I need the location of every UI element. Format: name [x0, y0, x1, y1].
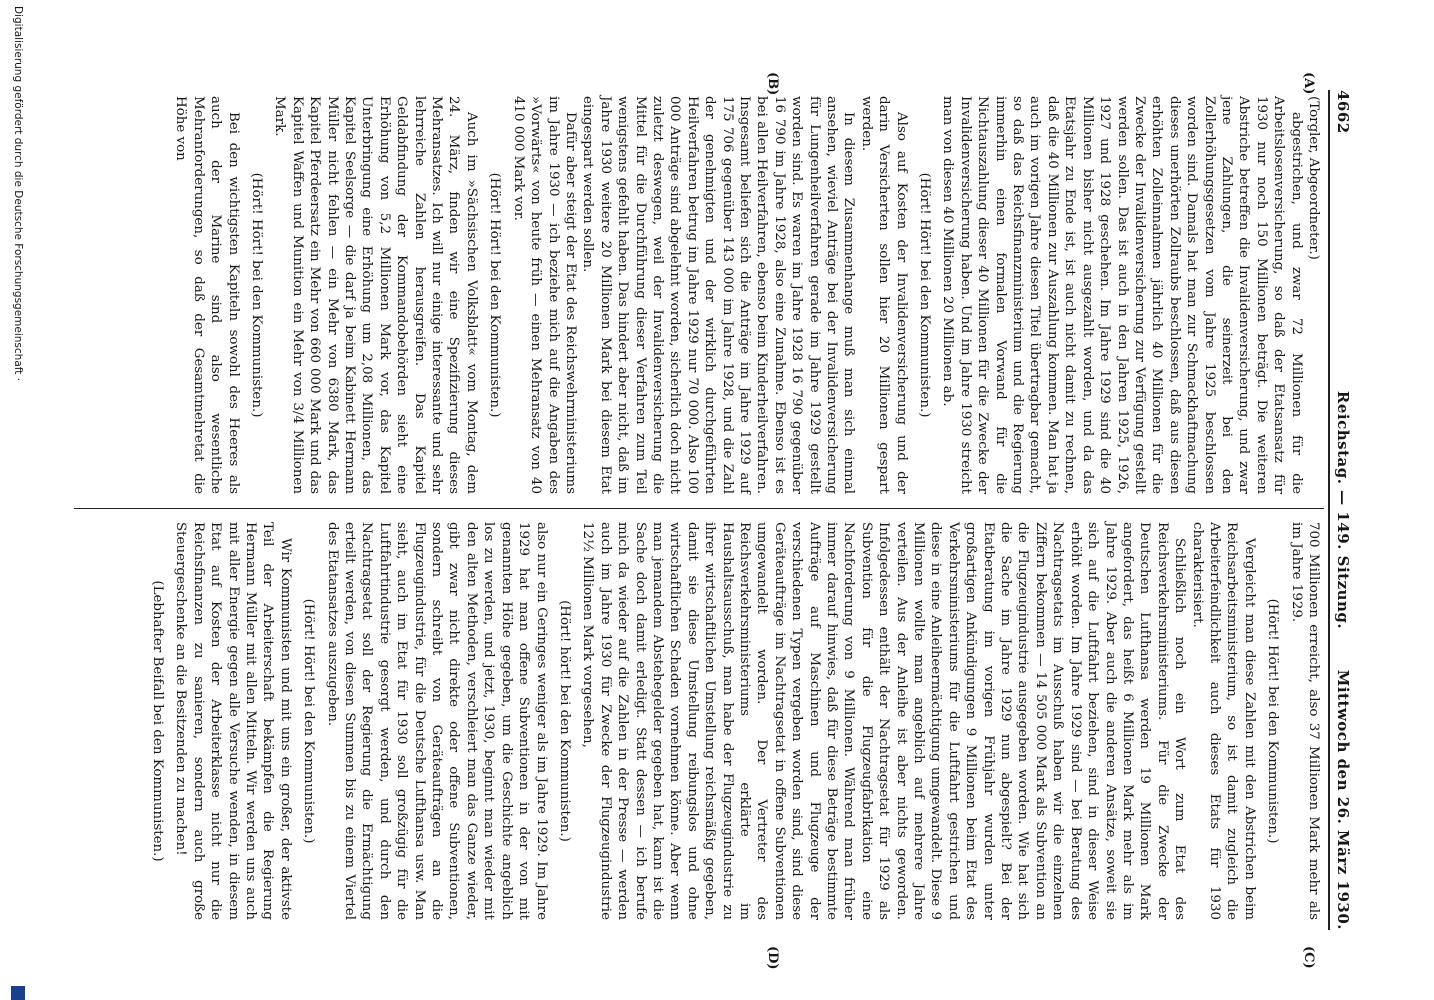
- paragraph: Wir Kommunisten und mit uns ein großer, der aktivste Teil der Arbeiterschaft bekämpfen die Regierung Hermann Müller mit allen Mitteln. Wir werden uns auch mit aller Energie gegen alle Versuche wenden, in diesem Etat auf Kosten der Arbeiterklasse nicht nur die Reichsfinanzen zu sanieren, sondern auch große Steuergeschenke an die Besitzenden zu machen!: [173, 522, 293, 920]
- right-column: [143, 522, 1322, 920]
- interjection: (Hört! Hört! bei den Kommunisten.): [487, 172, 503, 418]
- session-title: Reichstag. — 149. Sitzung.: [1334, 390, 1352, 630]
- paragraph: Dafür aber steigt der Etat des Reichswehrministeriums im Jahre 1930 — ich beziehe mich auf die Angaben des »Vorwärts« von heute früh — einen Mehransatz von 40 410 000 Mark vor.: [510, 96, 578, 494]
- paragraph: Vergleicht man diese Zahlen mit den Abstrichen beim Reichsarbeitsministerium, so ist damit zugleich die Arbeiterfeindlichkeit auch dieses Etats für 1930 charakterisiert.: [1189, 522, 1257, 920]
- dfg-logo-icon: [11, 986, 25, 1000]
- session-date: Mittwoch den 26. März 1930.: [1334, 669, 1352, 930]
- speaker-label: (Torgler, Abgeordneter.): [1306, 96, 1321, 260]
- interjection: (Lebhafter Beifall bei den Kommunisten.): [150, 580, 165, 862]
- paragraph: also nur ein Geringes weniger als im Jahre 1929. Im Jahre 1929 hat man offene Subventionen in der von mit genannten Höhe gegeben, um die Geschichte angeblich los zu werden, und jetzt, 1930, beginnt man wieder mit den alten Methoden, verschleiert man das Ganze wieder, gibt zwar nicht direkte oder offene Subventionen, sondern schreibt von Geräteaufträgen an die Flugzeugindustrie, für die Deutsche Lufthansa usw. Man sieht, auch im Etat für 1930 soll großzügig für die Luftfahrtindustrie gesorgt werden, und durch den Nachtragsetat soll der Regierung die Ermächtigung erteilt werden, von diesen Summen bis zu einem Viertel des Etatansatzes auszugeben.: [324, 522, 549, 920]
- paragraph: Bei den wichtigsten Kapiteln sowohl des Heeres als auch der Marine sind also wesentliche Mehranforderungen, so daß der Gesamtmehretat die Höhe von: [173, 96, 241, 494]
- digitization-credit: [6, 0, 28, 1000]
- column-divider: [74, 508, 1324, 509]
- left-column: [172, 96, 1322, 494]
- margin-marker-d: (D): [765, 946, 780, 970]
- interjection: (Hört! hört! bei den Kommunisten.): [556, 600, 572, 842]
- interjection: (Hört! Hört! bei den Kommunisten.): [1265, 598, 1281, 844]
- margin-marker-b: (B): [765, 72, 780, 96]
- paragraph: 700 Millionen erreicht, also 37 Millionen Mark mehr als im Jahre 1929.: [1288, 522, 1321, 920]
- page-number: 4662: [1334, 90, 1352, 134]
- paragraph: In diesem Zusammenhange muß man sich einmal ansehen, wieviel Anträge bei der Invalidenversicherung für Lungenheilverfahren gerade im Jahre 1929 gestellt worden sind. Es waren im Jahre 1928 16 790 gegenüber 16 790 im Jahre 1928, also eine Zunahme. Ebenso ist es bei allen Heilverfahren, ebenso beim Kinderheilverfahren. Insgesamt beliefen sich die Anträge im Jahre 1929 auf 175 706 gegenüber 143 000 im Jahre 1928, und die Zahl der genehmigten und der wirklich durchgeführten Heilverfahren betrug im Jahre 1929 nur 70 000. Also 100 000 Anträge sind abgelehnt worden, sicherlich doch nicht zuletzt deswegen, weil der Invalidenversicherung die Mittel für die Durchführung dieser Verfahren zum Teil wenigstens gefehlt haben. Das hindert aber nicht, daß im Jahre 1930 weitere 20 Millionen Mark bei diesem Etat eingespart werden sollen.: [580, 96, 857, 494]
- interjection: (Hört! Hört! bei den Kommunisten.): [249, 172, 265, 418]
- paragraph: Also auf Kosten der Invalidenversicherung und der darin Versicherten sollen hier 20 Millionen gespart werden.: [858, 96, 909, 494]
- paragraph: abgestrichen, und zwar 72 Millionen für die Arbeitslosenversicherung, so daß der Etatsansatz für 1930 nur noch 150 Millionen beträgt. Die weiteren Abstriche betreffen die Invalidenversicherung, und zwar jene Zahlungen, die seinerzeit bei den Zollerhöhungsgesetzen vom Jahre 1925 beschlossen worden sind. Damals hat man zur Schmackhaftmachung dieses unerhörten Zollraubs beschlossen, daß aus diesen erhöhten Zolleinnahmen jährlich 40 Millionen für die Zwecke der Invalidenversicherung zur Verfügung gestellt werden sollen. Das ist auch in den Jahren 1925, 1926, 1927 und 1928 geschehen. Im Jahre 1929 sind die 40 Millionen bisher nicht ausgezahlt worden, und da das Etatsjahr zu Ende ist, ist auch nicht damit zu rechnen, daß die 40 Millionen zur Auszahlung kommen. Man hat ja auch im vorigen Jahre diesen Titel übertragbar gemacht, so daß das Reichsfinanzministerium und die Regierung immerhin einen formalen Vorwand für die Nichtauszahlung dieser 40 Millionen für die Zwecke der Invalidenversicherung haben. Und im Jahre 1930 streicht man von diesen 40 Millionen 20 Millionen ab.: [940, 96, 1304, 494]
- interjection: (Hört! Hört! bei den Kommunisten.): [301, 598, 317, 844]
- header-rule: [1328, 90, 1330, 930]
- paragraph: Auch im »Sächsischen Volksblatt« vom Montag, dem 24. März, finden wir eine Spezifizierung dieses Mehransatzes. Ich will nur einige interessante und sehr lehrreiche Zahlen herausgreifen. Das Kapitel Geldabfindung der Kommandobehörden sieht eine Erhöhung von 5,2 Millionen Mark vor, das Kapitel Unterbringung eine Erhöhung um 2,08 Millionen, das Kapitel Seelsorge — die darf ja beim Kabinett Hermann Müller nicht fehlen — ein Mehr von 6380 Mark, das Kapitel Pferdeersatz ein Mehr von 660 000 Mark und das Kapitel Waffen und Munition ein Mehr von 3/4 Millionen Mark.: [272, 96, 479, 494]
- page-header: [1328, 90, 1352, 930]
- margin-marker-c: (C): [1301, 946, 1316, 969]
- interjection: (Hört! Hört! bei den Kommunisten.): [917, 172, 933, 418]
- paragraph: Schließlich noch ein Wort zum Etat des Reichsverkehrsministeriums. Für die Zwecke der Deutschen Lufthansa werden 19 Millionen Mark angefordert, das heißt 6 Millionen Mark mehr als im Jahre 1929. Aber auch die anderen Ansätze, soweit sie sich auf die Luftfahrt beziehen, sind in dieser Weise erhöht worden. Im Jahre 1929 sind — bei Beratung des Nachtragsetats im Ausschuß haben wir die einzelnen Ziffern bekommen — 14 505 000 Mark als Subvention an die Flugzeugindustrie ausgegeben worden. Wie hat sich die Sache im Jahre 1929 nun abgespielt? Bei der Etatberatung im vorigen Frühjahr wurden unter großartigen Ankündigungen 9 Millionen beim Etat des Verkehrsministeriums für die Luftfahrt gestrichen und diese in eine Anleiheermächtigung umgewandelt. Diese 9 Millionen wollte man angeblich auf mehrere Jahre verteilen. Aus der Anleihe ist aber nichts geworden. Infolgedessen enthält der Nachtragsetat für 1929 als Subvention für die Flugzeugfabrikation eine Nachforderung von 9 Millionen. Während man früher immer darauf hinwies, daß für diese Beträge bestimmte Aufträge auf Maschinen und Flugzeuge der verschiedenen Typen vergeben worden sind, sind diese Geräteaufträge im Nachtragsetat in offene Subventionen umgewandelt worden. Der Vertreter des Reichsverkehrsministeriums erklärte im Haushaltsausschuß, man habe der Flugzeugindustrie zu ihrer wirtschaftlichen Umstellung reichsmäßig gegeben, damit sie diese Umstellung reibungslos und ohne wirtschaftlichen Schaden vornehmen könne. Aber wenn man jemandem Abstehegelder gegeben hat, kann ist die Sache doch damit erledigt. Statt dessen — ich berufe mich da wieder auf die Zahlen in der Presse — werden auch im Jahre 1930 für Zwecke der Flugzeugindustrie 12½ Millionen Mark vorgesehen,: [580, 522, 1188, 920]
- margin-marker-a: (A): [1301, 72, 1316, 95]
- funding-text: Digitalisierung gefördert durch die Deutsche Forschungsgemeinschaft ·: [12, 6, 24, 382]
